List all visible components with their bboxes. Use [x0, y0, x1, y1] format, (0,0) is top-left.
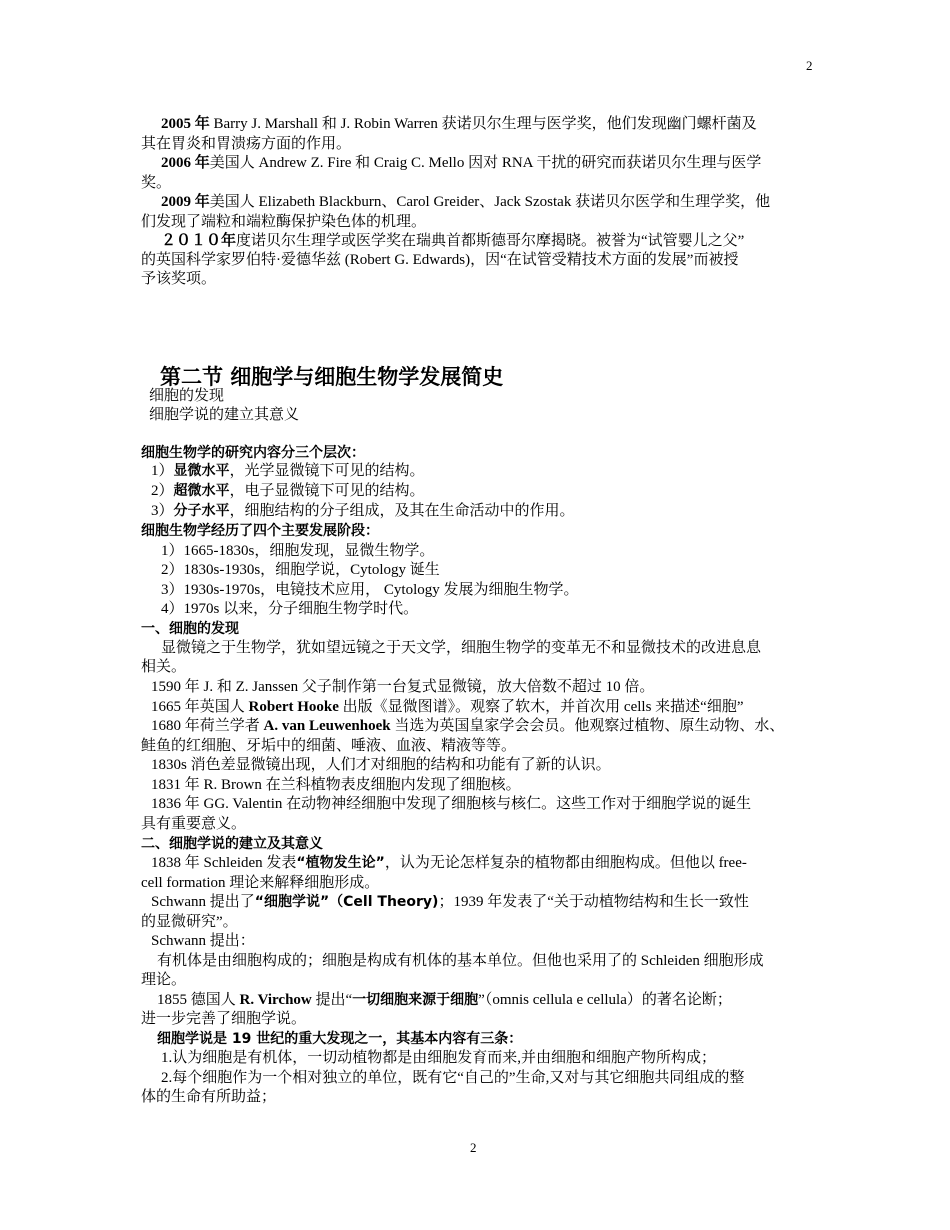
theory-significance: 细胞学说是 19 世纪的重大发现之一，其基本内容有三条：	[157, 1031, 523, 1047]
award-2010-line1	[161, 231, 744, 251]
stage-item: 2）1830s-1930s，细胞学说，Cytology 诞生	[161, 562, 440, 578]
person-name: R. Virchow	[239, 992, 312, 1008]
text: ，认为无论怎样复杂的植物都由细胞构成。但他以 free-	[384, 855, 747, 871]
discovery-1680-line1	[151, 716, 784, 736]
theory-1838-line1	[151, 853, 747, 873]
theory-schwann-line1	[151, 892, 749, 912]
level-name: 分子水平	[173, 503, 230, 519]
text: 出版《显微图谱》。观察了软木，并首次用 cells 来描述“细胞”	[338, 699, 744, 715]
text: 1838 年 Schleiden 发表	[151, 855, 297, 871]
person-name: Robert Hooke	[248, 699, 339, 715]
award-2010-line2: 的英国科学家罗伯特·爱德华兹 (Robert G. Edwards)，因“在试管受精技术方面的发展”而被授	[141, 252, 739, 268]
discovery-1680-line2: 鲑鱼的红细胞、牙垢中的细菌、唾液、血液、精液等等。	[141, 738, 517, 754]
award-2005-line1	[161, 114, 757, 134]
theory-1838-line2: cell formation 理论来解释细胞形成。	[141, 875, 380, 891]
stages-heading: 细胞生物学经历了四个主要发展阶段：	[141, 523, 379, 539]
theory-schwann-line2: 的显微研究”。	[141, 914, 238, 930]
level-desc: ，光学显微镜下可见的结构。	[229, 463, 425, 479]
text: Schwann 提出了	[151, 894, 255, 910]
text: 1665 年英国人	[151, 699, 249, 715]
award-2006-line2: 奖。	[141, 175, 172, 191]
discovery-1665	[151, 697, 743, 717]
theory-point-2-line2: 体的生命有所助益；	[141, 1089, 277, 1105]
theory-organism-line1: 有机体是由细胞构成的；细胞是构成有机体的基本单位。但他也采用了的 Schleiden 细胞形成	[157, 953, 764, 969]
level-desc: ，电子显微镜下可见的结构。	[229, 483, 425, 499]
section-subtitle-discovery: 细胞的发现	[149, 388, 225, 404]
award-2006-line1	[161, 153, 761, 173]
award-year: 2005 年	[161, 116, 210, 132]
discovery-heading: 一、细胞的发现	[141, 621, 239, 637]
text: 当选为英国皇家学会会员。他观察过植物、原生动物、水、	[390, 718, 785, 734]
level-item	[151, 481, 425, 501]
section-title: 第二节 细胞学与细胞生物学发展简史	[160, 365, 504, 389]
stage-item: 4）1970s 以来，分子细胞生物学时代。	[161, 601, 419, 617]
award-text: 美国人 Elizabeth Blackburn、Carol Greider、Jack Szostak 获诺贝尔医学和生理学奖，他	[209, 194, 771, 210]
award-2005-line2: 其在胃炎和胃溃疡方面的作用。	[141, 136, 352, 152]
footer-page-number: 2	[470, 1140, 477, 1155]
award-year: ２０１０年	[161, 233, 237, 249]
level-num: 2）	[151, 483, 174, 499]
award-text: 美国人 Andrew Z. Fire 和 Craig C. Mello 因对 RNA 干扰的研究而获诺贝尔生理与医学	[209, 155, 762, 171]
theory-title: “植物发生论”	[296, 855, 385, 871]
theory-1855-line1	[157, 990, 732, 1010]
level-num: 3）	[151, 503, 174, 519]
theory-1855-line2: 进一步完善了细胞学说。	[141, 1011, 307, 1027]
award-year: 2006 年	[161, 155, 210, 171]
discovery-1836-line2: 具有重要意义。	[141, 816, 247, 832]
discovery-intro-line1: 显微镜之于生物学，犹如望远镜之于天文学，细胞生物学的变革无不和显微技术的改进息息	[161, 640, 762, 656]
text: 1855 德国人	[157, 992, 240, 1008]
award-2009-line1	[161, 192, 770, 212]
theory-title: 一切细胞来源于细胞	[352, 992, 479, 1008]
text: ”（omnis cellula e cellula）的著名论断；	[478, 992, 732, 1008]
award-text: 度诺贝尔生理学或医学奖在瑞典首都斯德哥尔摩揭晓。被誉为“试管婴儿之父”	[236, 233, 745, 249]
award-2009-line2: 们发现了端粒和端粒酶保护染色体的机理。	[141, 214, 427, 230]
header-page-number: 2	[806, 58, 813, 73]
text: 1680 年荷兰学者	[151, 718, 264, 734]
level-name: 超微水平	[173, 483, 230, 499]
award-text: Barry J. Marshall 和 J. Robin Warren 获诺贝尔生理与医学奖，他们发现幽门螺杆菌及	[209, 116, 757, 132]
theory-heading: 二、细胞学说的建立及其意义	[141, 836, 323, 852]
award-year: 2009 年	[161, 194, 210, 210]
theory-schwann-proposed: Schwann 提出：	[151, 933, 255, 949]
level-desc: ，细胞结构的分子组成，及其在生命活动中的作用。	[229, 503, 575, 519]
text: 提出“	[311, 992, 353, 1008]
theory-point-1: 1.认为细胞是有机体，一切动植物都是由细胞发育而来,并由细胞和细胞产物所构成；	[161, 1050, 717, 1066]
stage-item: 3）1930s-1970s，电镜技术应用， Cytology 发展为细胞生物学。	[161, 582, 579, 598]
theory-organism-line2: 理论。	[141, 972, 187, 988]
level-item	[151, 461, 425, 481]
discovery-1831: 1831 年 R. Brown 在兰科植物表皮细胞内发现了细胞核。	[151, 777, 521, 793]
level-item	[151, 501, 575, 521]
stage-item: 1）1665-1830s，细胞发现，显微生物学。	[161, 543, 435, 559]
discovery-1836-line1: 1836 年 GG. Valentin 在动物神经细胞中发现了细胞核与核仁。这些工作对于细胞学说的诞生	[151, 796, 752, 812]
discovery-intro-line2: 相关。	[141, 659, 187, 675]
theory-title: “细胞学说”（Cell Theory)	[254, 894, 439, 910]
text: ；1939 年发表了“关于动植物结构和生长一致性	[438, 894, 749, 910]
level-name: 显微水平	[173, 463, 230, 479]
theory-point-2-line1: 2.每个细胞作为一个相对独立的单位，既有它“自己的”生命,又对与其它细胞共同组成的整	[161, 1070, 745, 1086]
person-name: A. van Leuwenhoek	[263, 718, 391, 734]
discovery-1830s: 1830s 消色差显微镜出现，人们才对细胞的结构和功能有了新的认识。	[151, 757, 611, 773]
levels-heading: 细胞生物学的研究内容分三个层次：	[141, 445, 365, 461]
discovery-1590: 1590 年 J. 和 Z. Janssen 父子制作第一台复式显微镜，放大倍数不超过 10 倍。	[151, 679, 655, 695]
award-2010-line3: 予该奖项。	[141, 271, 217, 287]
section-subtitle-theory: 细胞学说的建立其意义	[149, 407, 300, 423]
level-num: 1）	[151, 463, 174, 479]
